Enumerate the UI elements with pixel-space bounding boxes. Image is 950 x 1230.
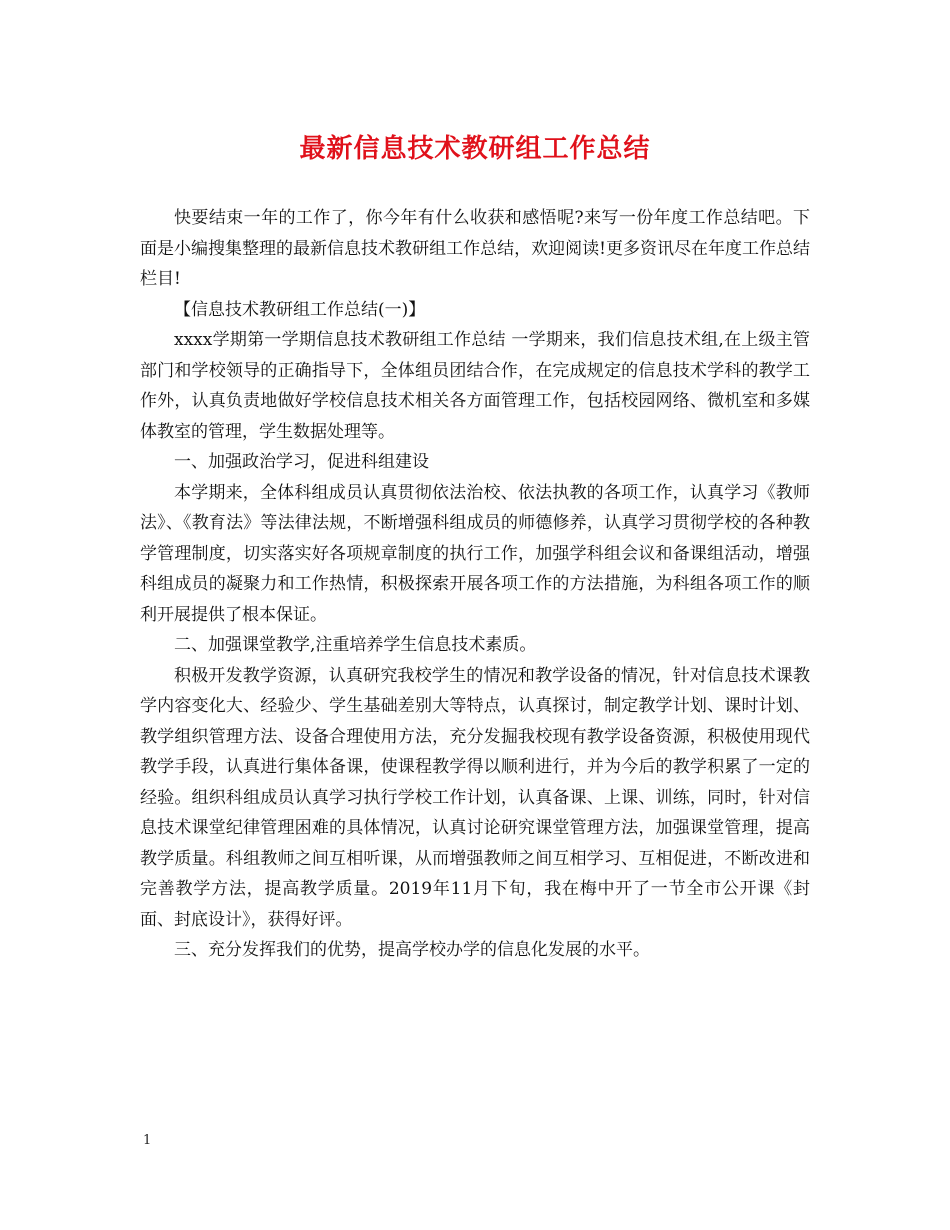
document-body [140,203,810,966]
paragraph-overview: xxxx学期第一学期信息技术教研组工作总结 一学期来，我们信息技术组,在上级主管部门和学校领导的正确指导下，全体组员团结合作，在完成规定的信息技术学科的教学工作外，认真负责地做好学校信息技术相关各方面管理工作，包括校园网络、微机室和多媒体教室的管理，学生数据处理等。 [140,330,810,442]
section-heading-one: 一、加强政治学习，促进科组建设 [174,452,429,472]
section-heading-two: 二、加强课堂教学,注重培养学生信息技术素质。 [174,635,537,655]
document-title: 最新信息技术教研组工作总结 [299,134,651,164]
section-heading-summary-one: 【信息技术教研组工作总结(一)】 [174,299,426,320]
paragraph-classroom-teaching: 积极开发教学资源，认真研究我校学生的情况和教学设备的情况，针对信息技术课教学内容变化大、经验少、学生基础差别大等特点，认真探讨，制定教学计划、课时计划、教学组织管理方法、设备合理使用方法，充分发掘我校现有教学设备资源，积极使用现代教学手段，认真进行集体备课，使课程教学得以顺利进行，并为今后的教学积累了一定的经验。组织科组成员认真学习执行学校工作计划，认真备课、上课、训练，同时，针对信息技术课堂纪律管理困难的具体情况，认真讨论研究课堂管理方法，加强课堂管理，提高教学质量。科组教师之间互相听课，从而增强教师之间互相学习、互相促进，不断改进和完善教学方法，提高教学质量。2019年11月下旬，我在梅中开了一节全市公开课《封面、封底设计》，获得好评。 [140,665,810,930]
paragraph-political-study: 本学期来，全体科组成员认真贯彻依法治校、依法执教的各项工作，认真学习《教师法》、《教育法》等法律法规，不断增强科组成员的师德修养，认真学习贯彻学校的各种教学管理制度，切实落实好各项规章制度的执行工作，加强学科组会议和备课组活动，增强科组成员的凝聚力和工作热情，积极探索开展各项工作的方法措施，为科组各项工作的顺利开展提供了根本保证。 [140,482,810,625]
section-heading-three: 三、充分发挥我们的优势，提高学校办学的信息化发展的水平。 [174,940,650,960]
page-number: 1 [143,1133,152,1148]
paragraph-intro: 快要结束一年的工作了，你今年有什么收获和感悟呢?来写一份年度工作总结吧。下面是小编搜集整理的最新信息技术教研组工作总结，欢迎阅读!更多资讯尽在年度工作总结栏目! [140,208,810,289]
